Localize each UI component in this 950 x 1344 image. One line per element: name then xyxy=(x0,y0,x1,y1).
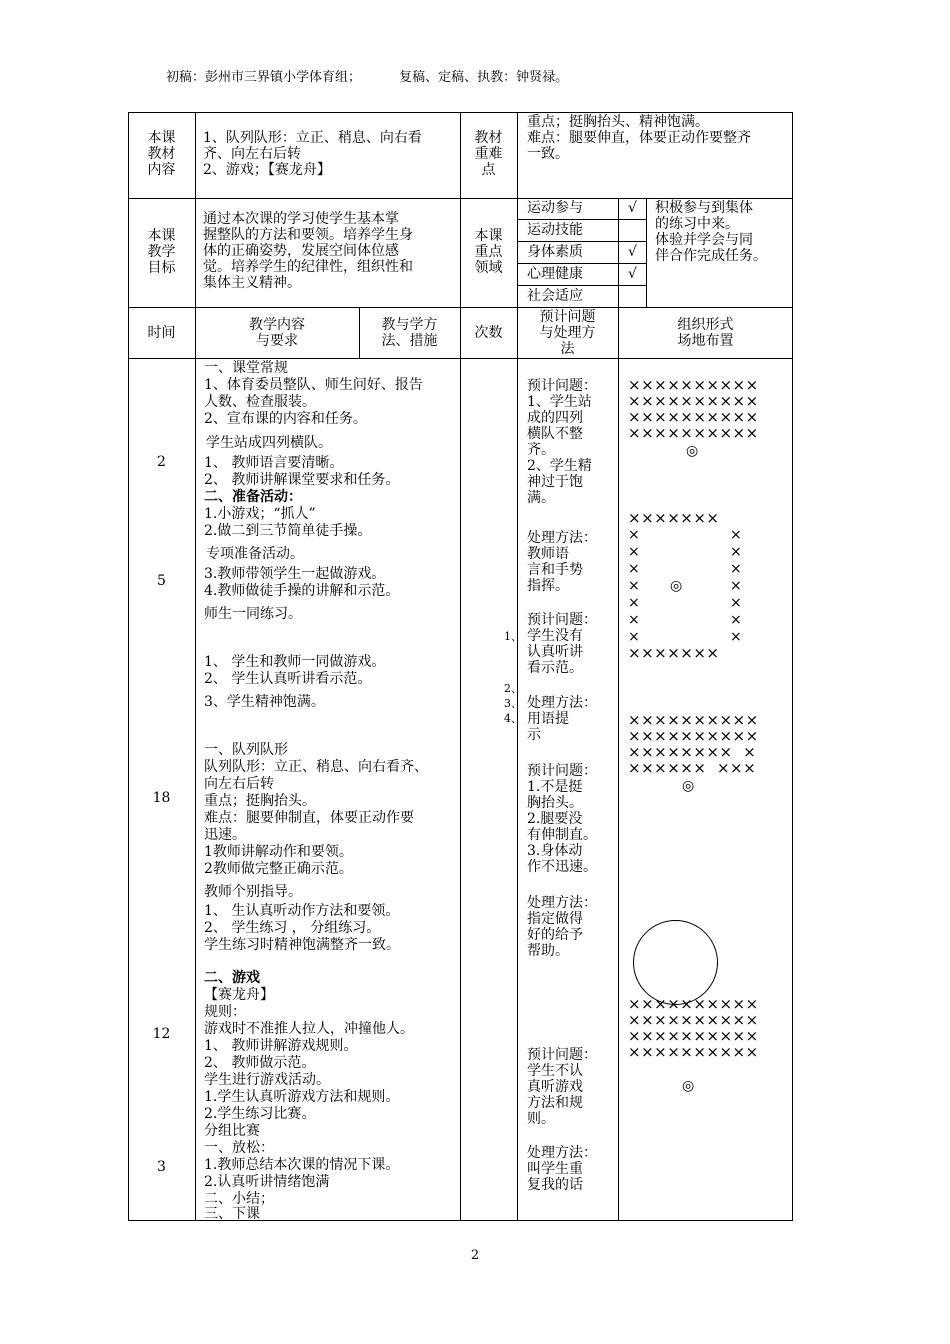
problem-line: 预计问题： xyxy=(527,1047,597,1063)
textbook-content-label xyxy=(130,130,193,178)
content-line: 2教师做完整正确示范。 xyxy=(204,861,353,877)
page-number: 2 xyxy=(470,1248,480,1263)
time-value: 3 xyxy=(157,1159,166,1175)
content-line: 教师个别指导。 xyxy=(204,884,302,900)
time-value: 12 xyxy=(152,1026,171,1042)
focus-domain-label xyxy=(462,228,515,276)
problem-line: 2、学生精 xyxy=(527,458,592,474)
content-line: 1、 生认真听动作方法和要领。 xyxy=(204,903,400,919)
problem-line: 横队不整 xyxy=(527,426,583,442)
content-line: 1教师讲解动作和要领。 xyxy=(204,844,353,860)
label-line: 教学 xyxy=(147,244,176,260)
header-line: 法 xyxy=(560,341,575,357)
header-line: 教学内容 xyxy=(249,317,305,333)
content-line: 觉。培养学生的纪律性，组织性和 xyxy=(203,259,413,275)
formation-row: ×××××××××× xyxy=(628,424,759,442)
content-line: 4.教师做徒手操的讲解和示范。 xyxy=(204,583,400,599)
domain-divider xyxy=(517,285,646,286)
formation-side-mark: × xyxy=(730,612,742,628)
problem-line: 处理方法： xyxy=(527,895,597,911)
content-line: 分组比赛 xyxy=(204,1123,260,1139)
final-author: 复稿、定稿、执教：钟贤禄。 xyxy=(399,70,569,85)
formation-side-mark: × xyxy=(628,561,640,577)
count-mark: 4、 xyxy=(504,712,522,725)
content-line: 2、宣布课的内容和任务。 xyxy=(204,411,367,427)
domain-physical-fitness: 身体素质 xyxy=(527,244,583,260)
problem-line: 1.不是挺 xyxy=(527,779,583,795)
content-line: 2、 教师讲解课堂要求和任务。 xyxy=(204,472,400,488)
content-line: 难点：腿要伸制直，体要正动作要 xyxy=(204,810,414,826)
solution-block xyxy=(527,895,611,959)
column-header-time: 时间 xyxy=(147,325,176,341)
time-value: 18 xyxy=(152,790,171,806)
document-header xyxy=(166,66,602,85)
header-line: 法、措施 xyxy=(381,333,438,349)
header-line: 场地布置 xyxy=(677,333,734,349)
content-line: 迅速。 xyxy=(204,827,246,843)
formation-side-mark: × xyxy=(628,595,640,611)
count-mark: 2、 xyxy=(504,682,522,695)
domain-divider xyxy=(517,219,646,220)
col-divider xyxy=(359,307,360,358)
label-line: 本课 xyxy=(474,228,503,244)
content-line: 1、 学生和教师一同做游戏。 xyxy=(204,654,386,670)
domain-check-mark: √ xyxy=(628,266,637,282)
header-line: 教与学方 xyxy=(381,317,438,333)
content-line: 向左右后转 xyxy=(204,776,274,792)
domain-check-mark: √ xyxy=(628,244,637,260)
content-line: 1、体育委员整队、师生问好、报告 xyxy=(204,377,423,393)
col-divider xyxy=(646,198,647,307)
solution-block xyxy=(527,530,611,594)
formation-side-mark: × xyxy=(730,544,742,560)
problem-line: 好的给予 xyxy=(527,927,583,943)
content-line: 二、游戏 xyxy=(204,970,260,986)
domain-social-adaptation: 社会适应 xyxy=(527,288,583,304)
column-header-problem xyxy=(519,309,616,357)
content-line: 3.教师带领学生一起做游戏。 xyxy=(204,566,386,582)
content-line: 规则： xyxy=(204,1004,246,1020)
label-line: 领域 xyxy=(474,260,503,276)
formation-side-mark: × xyxy=(730,561,742,577)
content-line: 2.学生练习比赛。 xyxy=(204,1106,316,1122)
problem-line: 作不迅速。 xyxy=(527,859,597,875)
domain-sports-skills: 运动技能 xyxy=(527,222,583,238)
col-divider xyxy=(517,112,518,1221)
content-line: 2.做二到三节简单徒手操。 xyxy=(204,523,372,539)
key-difficulty-label xyxy=(462,130,515,178)
column-header-organization xyxy=(620,317,791,349)
formation-side-mark: × xyxy=(730,578,742,594)
column-header-count: 次数 xyxy=(474,325,503,341)
column-header-method xyxy=(361,317,458,349)
count-mark: 3、 xyxy=(504,697,522,710)
problem-line: 帮助。 xyxy=(527,943,569,959)
problem-line: 叫学生重 xyxy=(527,1161,583,1177)
content-line: 1、队列队形：立正、稍息、向右看 xyxy=(203,130,422,146)
key-difficulty-content xyxy=(527,114,789,162)
content-line: 学生进行游戏活动。 xyxy=(204,1072,330,1088)
problem-line: 预计问题： xyxy=(527,612,597,628)
problem-line: 则。 xyxy=(527,1111,555,1127)
content-line: 集体主义精神。 xyxy=(203,275,301,291)
content-line: 通过本次课的学习使学生基本掌 xyxy=(203,211,399,227)
problem-line: 胸抬头。 xyxy=(527,795,583,811)
formation-side-mark: × xyxy=(628,612,640,628)
content-line: 游戏时不准推人拉人，冲撞他人。 xyxy=(204,1021,414,1037)
formation-row: ×××××××××× xyxy=(628,392,759,410)
content-line: 学生站成四列横队。 xyxy=(206,435,332,451)
teaching-goal-label xyxy=(130,228,193,276)
label-line: 重点 xyxy=(474,244,503,260)
content-line: 队列队形：立正、稍息、向右看齐、 xyxy=(204,759,428,775)
solution-block xyxy=(527,695,611,743)
problem-line: 预计问题： xyxy=(527,378,597,394)
formation-side-mark: × xyxy=(730,629,742,645)
problem-line: 2.腿要没 xyxy=(527,811,583,827)
content-line: 1.教师总结本次课的情况下课。 xyxy=(204,1157,400,1173)
problem-line: 用语提 xyxy=(527,711,569,727)
problem-line: 指挥。 xyxy=(527,578,569,594)
header-line: 预计问题 xyxy=(539,309,596,325)
formation-row: ×××××××××× xyxy=(628,1043,759,1061)
teacher-position-icon: ◎ xyxy=(670,578,683,594)
label-line: 教材 xyxy=(474,130,503,146)
content-line: 专项准备活动。 xyxy=(206,546,304,562)
problem-line: 处理方法： xyxy=(527,695,597,711)
formation-side-mark: × xyxy=(628,544,640,560)
problem-block xyxy=(527,763,611,875)
teaching-goal-content xyxy=(203,211,457,291)
problem-block xyxy=(527,612,611,676)
formation-row: ×××××××××× xyxy=(628,1027,759,1045)
problem-line: 方法和规 xyxy=(527,1095,583,1111)
formation-row: ×××××××××× xyxy=(628,711,759,729)
domain-goal-text xyxy=(655,200,789,264)
draft-author: 初稿：彭州市三界镇小学体育组； xyxy=(166,70,362,85)
textbook-content xyxy=(203,130,457,178)
content-line: 1.小游戏；“抓人” xyxy=(204,506,316,522)
problem-line: 预计问题： xyxy=(527,763,597,779)
domain-divider xyxy=(517,241,646,242)
formation-row: ×××××××× × xyxy=(628,743,757,761)
time-value: 5 xyxy=(157,573,166,589)
formation-row: ×××××××××× xyxy=(628,995,759,1013)
content-line: 难点：腿要伸直，体要正动作要整齐 xyxy=(527,130,751,146)
problem-line: 满。 xyxy=(527,490,555,506)
domain-sports-participation: 运动参与 xyxy=(527,200,583,216)
content-line: 【赛龙舟】 xyxy=(204,987,274,1003)
formation-side-mark: × xyxy=(628,578,640,594)
content-line: 1、 教师讲解游戏规则。 xyxy=(204,1038,358,1054)
content-line: 1.学生认真听游戏方法和规则。 xyxy=(204,1089,400,1105)
problem-line: 认真听讲 xyxy=(527,644,583,660)
label-line: 重难 xyxy=(474,146,503,162)
content-line: 2、 学生练习 ， 分组练习。 xyxy=(204,920,381,936)
problem-line: 复我的话 xyxy=(527,1177,583,1193)
problem-line: 处理方法： xyxy=(527,1145,597,1161)
content-line: 一、放松： xyxy=(204,1140,274,1156)
domain-mental-health: 心理健康 xyxy=(527,266,583,282)
label-line: 本课 xyxy=(147,130,176,146)
formation-row: ×××××××××× xyxy=(628,1011,759,1029)
content-line: 一致。 xyxy=(527,146,569,162)
content-line: 体验并学会与同 xyxy=(655,232,753,248)
formation-row: ××××××× xyxy=(628,509,720,527)
label-line: 教材 xyxy=(147,146,176,162)
problem-line: 处理方法： xyxy=(527,530,597,546)
domain-check-mark: √ xyxy=(628,200,637,216)
content-line: 1、 教师语言要清晰。 xyxy=(204,455,344,471)
column-header-content xyxy=(197,317,357,349)
formation-side-mark: × xyxy=(628,527,640,543)
problem-line: 1、学生站 xyxy=(527,394,592,410)
content-line: 一、课堂常规 xyxy=(204,360,288,376)
content-line: 握整队的方法和要领。培养学生身 xyxy=(203,227,413,243)
problem-line: 齐。 xyxy=(527,442,555,458)
content-line: 3、学生精神饱满。 xyxy=(204,694,325,710)
problem-line: 教师语 xyxy=(527,546,569,562)
content-line: 齐、向左右后转 xyxy=(203,146,301,162)
formation-row: ×××××××××× xyxy=(628,408,759,426)
formation-row: ×××××××××× xyxy=(628,376,759,394)
solution-block xyxy=(527,1145,611,1193)
problem-block xyxy=(527,378,611,506)
teacher-position-icon: ◎ xyxy=(686,443,699,459)
content-line: 积极参与到集体 xyxy=(655,200,753,216)
content-line: 二、小结； xyxy=(204,1191,274,1207)
problem-line: 神过于饱 xyxy=(527,474,583,490)
content-line: 2、 教师做示范。 xyxy=(204,1055,316,1071)
problem-line: 看示范。 xyxy=(527,660,583,676)
header-line: 组织形式 xyxy=(677,317,734,333)
time-value: 2 xyxy=(157,454,166,470)
content-line: 2、 学生认真听讲看示范。 xyxy=(204,671,372,687)
header-line: 与要求 xyxy=(256,333,298,349)
formation-row: ×××××××××× xyxy=(628,727,759,745)
game-field-circle xyxy=(633,920,718,1005)
formation-side-mark: × xyxy=(730,527,742,543)
content-line: 的练习中来。 xyxy=(655,216,739,232)
header-line: 与处理方 xyxy=(539,325,596,341)
formation-side-mark: × xyxy=(628,629,640,645)
count-mark: 1、 xyxy=(504,630,522,643)
problem-line: 3.身体动 xyxy=(527,843,583,859)
problem-line: 成的四列 xyxy=(527,410,583,426)
problem-line: 指定做得 xyxy=(527,911,583,927)
problem-line: 有伸制直。 xyxy=(527,827,597,843)
label-line: 点 xyxy=(481,162,496,178)
problem-line: 真听游戏 xyxy=(527,1079,583,1095)
content-line: 学生练习时精神饱满整齐一致。 xyxy=(204,937,400,953)
content-line: 伴合作完成任务。 xyxy=(655,248,767,264)
problem-line: 学生不认 xyxy=(527,1063,583,1079)
formation-row: ×××××× ××× xyxy=(628,759,757,777)
problem-line: 示 xyxy=(527,727,541,743)
label-line: 目标 xyxy=(147,260,176,276)
content-line: 体的正确姿势，发展空间体位感 xyxy=(203,243,399,259)
col-divider xyxy=(618,307,619,1221)
teacher-position-icon: ◎ xyxy=(682,1078,695,1094)
label-line: 内容 xyxy=(147,162,176,178)
col-divider xyxy=(195,112,196,1221)
label-line: 本课 xyxy=(147,228,176,244)
content-line: 师生一同练习。 xyxy=(204,606,302,622)
teacher-position-icon: ◎ xyxy=(682,778,695,794)
content-line: 2、游戏；【赛龙舟】 xyxy=(203,162,331,178)
formation-row: ××××××× xyxy=(628,644,720,662)
content-line: 一、队列队形 xyxy=(204,742,288,758)
problem-line: 言和手势 xyxy=(527,562,583,578)
col-divider xyxy=(460,112,461,1221)
problem-line: 学生没有 xyxy=(527,628,583,644)
content-line: 三、下课 xyxy=(204,1206,260,1222)
content-line: 重点；挺胸抬头。 xyxy=(204,793,316,809)
domain-divider xyxy=(517,263,646,264)
content-line: 二、准备活动： xyxy=(204,489,302,505)
formation-side-mark: × xyxy=(730,595,742,611)
content-line: 人数、检查服装。 xyxy=(204,394,316,410)
content-line: 重点；挺胸抬头、精神饱满。 xyxy=(527,114,709,130)
content-line: 2.认真听讲情绪饱满 xyxy=(204,1174,330,1190)
problem-block xyxy=(527,1047,611,1127)
